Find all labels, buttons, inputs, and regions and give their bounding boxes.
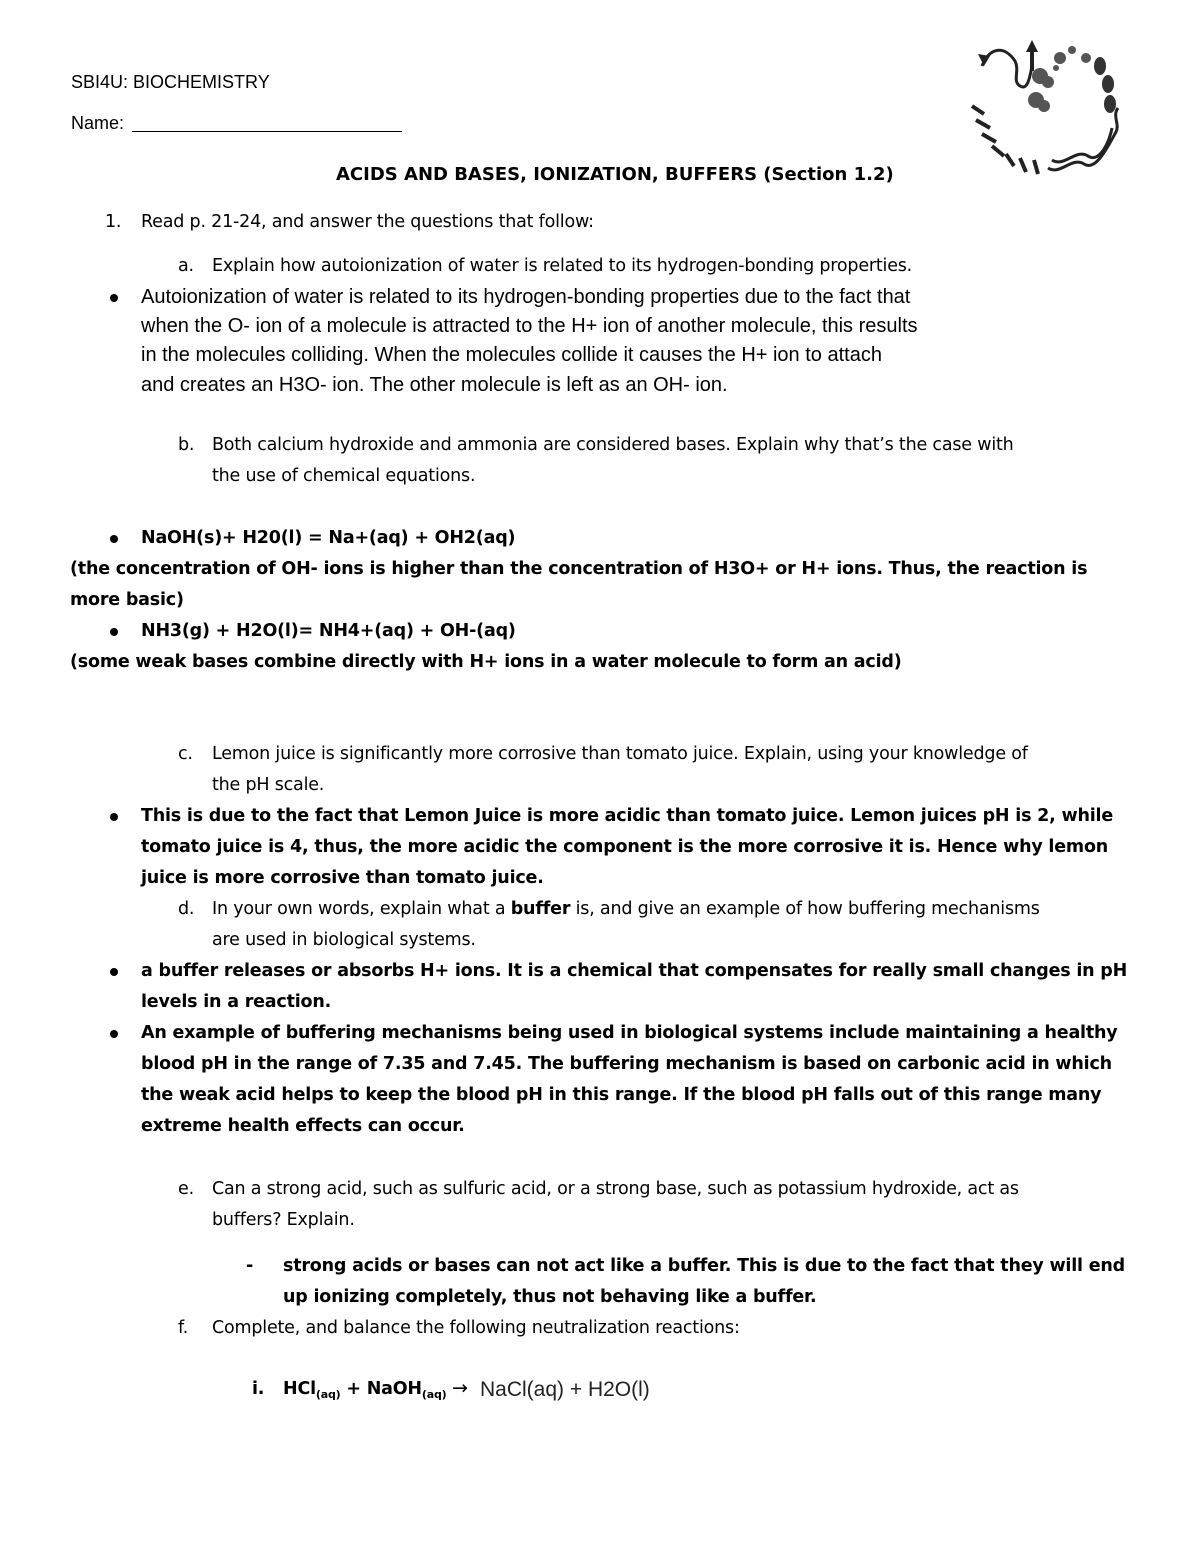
qa-answer-line: Autoionization of water is related to its hydrogen-bonding properties due to the fact that bbox=[141, 286, 911, 308]
qd-text-pre: In your own words, explain what a bbox=[212, 899, 511, 919]
qc-answer-line: This is due to the fact that Lemon Juice is more acidic than tomato juice. Lemon juices pH is 2, while bbox=[141, 806, 1113, 826]
qc-label: c. bbox=[178, 744, 193, 764]
qe-label: e. bbox=[178, 1179, 194, 1199]
qb-text-line: the use of chemical equations. bbox=[212, 466, 476, 486]
qf-label: f. bbox=[178, 1318, 189, 1338]
qd-label: d. bbox=[178, 899, 195, 919]
bullet-icon bbox=[110, 968, 118, 976]
qc-text-line: Lemon juice is significantly more corrosive than tomato juice. Explain, using your knowledge of bbox=[212, 744, 1028, 764]
qb-equation-1: NaOH(s)+ H20(l) = Na+(aq) + OH2(aq) bbox=[141, 528, 516, 548]
qf-reaction bbox=[283, 1379, 446, 1401]
qd-text-line-1 bbox=[212, 899, 1040, 919]
qb-note-2: (some weak bases combine directly with H+ ions in a water molecule to form an acid) bbox=[70, 652, 902, 672]
qa-text: Explain how autoionization of water is related to its hydrogen-bonding properties. bbox=[212, 256, 913, 276]
q1-number: 1. bbox=[105, 212, 122, 232]
qe-answer-line: strong acids or bases can not act like a buffer. This is due to the fact that they will end bbox=[283, 1256, 1125, 1276]
qd-text-line-2: are used in biological systems. bbox=[212, 930, 476, 950]
bullet-icon bbox=[110, 1030, 118, 1038]
qf-plus: + bbox=[340, 1379, 367, 1399]
qd-answer-2-line: blood pH in the range of 7.35 and 7.45. The buffering mechanism is based on carbonic acid in which bbox=[141, 1054, 1112, 1074]
qf-product: NaCl(aq) + H2O(l) bbox=[480, 1378, 650, 1401]
qf-item-label: i. bbox=[252, 1379, 265, 1399]
qd-text-bold: buffer bbox=[510, 899, 571, 919]
bullet-icon bbox=[110, 813, 118, 821]
q1-text: Read p. 21-24, and answer the questions that follow: bbox=[141, 212, 594, 232]
qd-answer-1-line: a buffer releases or absorbs H+ ions. It is a chemical that compensates for really small changes in pH bbox=[141, 961, 1128, 981]
arrow-icon: → bbox=[452, 1377, 468, 1399]
qa-answer-line: and creates an H3O- ion. The other molecule is left as an OH- ion. bbox=[141, 374, 728, 396]
name-label-text: Name: bbox=[71, 113, 125, 133]
qf-aq-1: (aq) bbox=[315, 1388, 341, 1401]
qe-answer-line: up ionizing completely, thus not behaving like a buffer. bbox=[283, 1287, 817, 1307]
bullet-icon bbox=[110, 535, 118, 543]
qd-answer-1-line: levels in a reaction. bbox=[141, 992, 332, 1012]
bullet-icon bbox=[110, 294, 118, 302]
qb-text-line: Both calcium hydroxide and ammonia are considered bases. Explain why that’s the case with bbox=[212, 435, 1014, 455]
qd-answer-2-line: extreme health effects can occur. bbox=[141, 1116, 465, 1136]
qc-text-line: the pH scale. bbox=[212, 775, 325, 795]
course-title: SBI4U: BIOCHEMISTRY bbox=[71, 72, 270, 92]
name-label bbox=[71, 113, 124, 134]
qe-text-line: Can a strong acid, such as sulfuric acid, or a strong base, such as potassium hydroxide, act as bbox=[212, 1179, 1019, 1199]
qb-note-1-line: more basic) bbox=[70, 590, 184, 610]
name-field[interactable] bbox=[132, 131, 402, 132]
qb-note-1-line: (the concentration of OH- ions is higher than the concentration of H3O+ or H+ ions. Thus, the reaction is bbox=[70, 559, 1088, 579]
qd-answer-2-line: the weak acid helps to keep the blood pH in this range. If the blood pH falls out of this range many bbox=[141, 1085, 1102, 1105]
biochemistry-logo-icon bbox=[960, 36, 1130, 182]
qa-answer-line: in the molecules colliding. When the molecules collide it causes the H+ ion to attach bbox=[141, 344, 882, 366]
qb-label: b. bbox=[178, 435, 195, 455]
bullet-icon bbox=[110, 628, 118, 636]
page-title: ACIDS AND BASES, IONIZATION, BUFFERS (Section 1.2) bbox=[336, 164, 894, 185]
qc-answer-line: tomato juice is 4, thus, the more acidic the component is the more corrosive it is. Hence why lemon bbox=[141, 837, 1109, 857]
qf-text: Complete, and balance the following neutralization reactions: bbox=[212, 1318, 740, 1338]
qe-dash: - bbox=[246, 1256, 254, 1276]
qc-answer-line: juice is more corrosive than tomato juice. bbox=[141, 868, 544, 888]
qf-hcl: HCl bbox=[283, 1379, 316, 1399]
qe-text-line: buffers? Explain. bbox=[212, 1210, 355, 1230]
qf-naoh: NaOH bbox=[366, 1379, 422, 1399]
qa-answer-line: when the O- ion of a molecule is attracted to the H+ ion of another molecule, this results bbox=[141, 315, 918, 337]
qb-equation-2: NH3(g) + H2O(l)= NH4+(aq) + OH-(aq) bbox=[141, 621, 516, 641]
qa-label: a. bbox=[178, 256, 194, 276]
qf-aq-2: (aq) bbox=[421, 1388, 447, 1401]
qd-text-post: is, and give an example of how buffering mechanisms bbox=[570, 899, 1040, 919]
qd-answer-2-line: An example of buffering mechanisms being used in biological systems include maintaining a healthy bbox=[141, 1023, 1118, 1043]
